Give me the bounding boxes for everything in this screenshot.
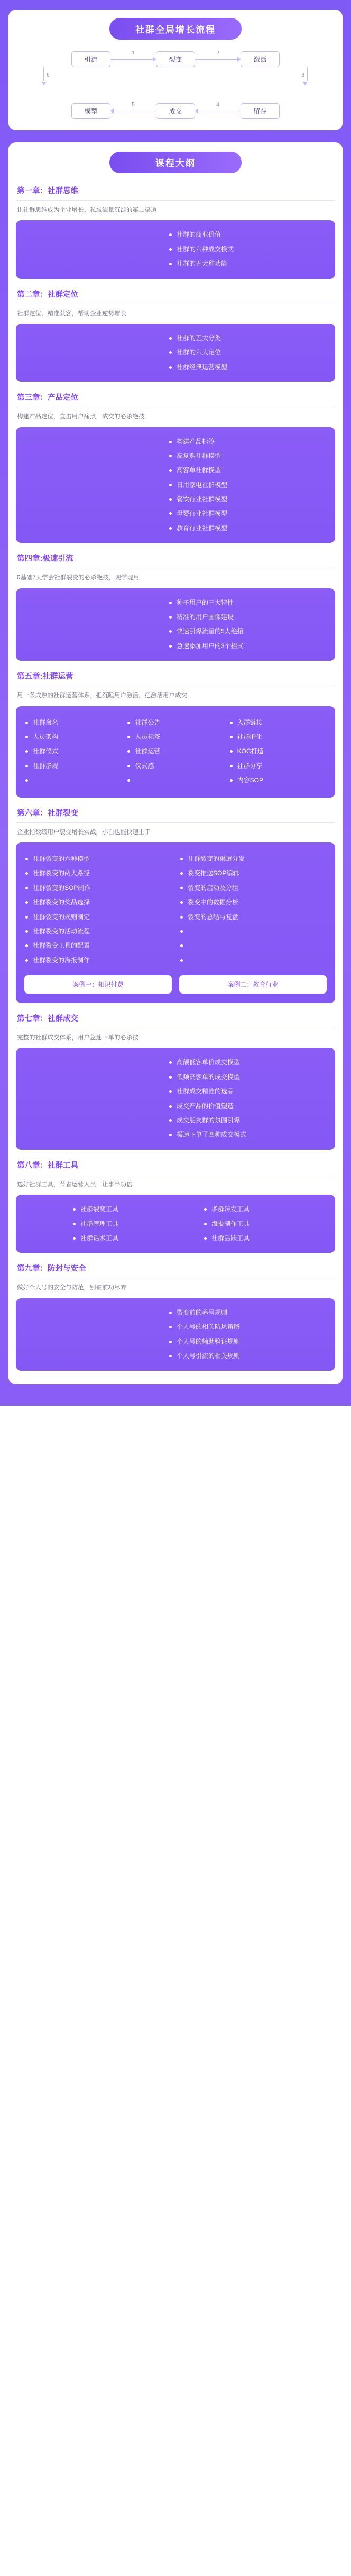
chapter-description: 企业指数级用户裂变增长实战，小白也能快速上手 — [17, 829, 151, 836]
chapter-6 — [16, 807, 335, 1004]
list-item: 社群群规 — [24, 759, 122, 773]
list-item: 内容SOP — [229, 773, 327, 788]
chapter-item-list — [168, 1055, 327, 1142]
chapter-body — [16, 324, 335, 382]
arrow-right-icon — [237, 57, 241, 62]
chapter-item-list — [168, 331, 327, 374]
list-item: 高复购社群模型 — [168, 449, 327, 463]
flow-row-top — [16, 51, 335, 67]
list-item: 裂变前的养号规则 — [168, 1306, 327, 1320]
chapter-description: 0基础7天学会社群裂变的必杀绝技，现学现用 — [17, 575, 140, 582]
chapter-4 — [16, 552, 335, 661]
chapter-title: 第三章：产品定位 — [17, 394, 78, 402]
grid-spacer — [179, 939, 327, 953]
flow-connector-5 — [110, 103, 156, 119]
list-item: 教育行业社群模型 — [168, 521, 327, 536]
list-item: 社群裂变的奖品选择 — [24, 895, 172, 910]
list-item: 社群裂变的六种模型 — [24, 852, 172, 866]
list-item: 社群仪式 — [24, 744, 122, 758]
list-item: 社群命名 — [24, 716, 122, 730]
chapter-item-grid — [24, 1202, 327, 1245]
list-item: 社群的六大定位 — [168, 345, 327, 360]
flow-connector-3-line — [307, 67, 308, 81]
list-item: 精准的用户画像建设 — [168, 610, 327, 624]
flow-connector-3-label: 3 — [301, 72, 304, 78]
case-row — [24, 975, 327, 994]
flow-connector-2 — [195, 51, 241, 67]
list-item: 社群IP化 — [229, 730, 327, 744]
chapter-7 — [16, 1013, 335, 1150]
flow-connector-1-label: 1 — [132, 50, 135, 56]
list-item: 社群运营 — [126, 744, 224, 758]
grid-spacer — [179, 953, 327, 968]
chapter-body — [16, 706, 335, 798]
chapter-item-grid — [24, 716, 327, 788]
case-item-2[interactable]: 案例二：教育行业 — [179, 975, 327, 994]
divider — [16, 822, 335, 823]
chapter-description: 社群定位，精准获客，帮助企业逆势增长 — [17, 310, 126, 317]
list-item: 社群裂变工具 — [72, 1202, 196, 1216]
list-item: 社群的六种成交模式 — [168, 242, 327, 257]
list-item: 社群裂变的SOP制作 — [24, 881, 172, 895]
chapter-3 — [16, 391, 335, 543]
flow-connector-2-label: 2 — [216, 50, 219, 56]
list-item: 社群的五大分类 — [168, 331, 327, 345]
chapter-title: 第六章：社群裂变 — [17, 809, 78, 818]
list-item: 社群管理工具 — [72, 1217, 196, 1231]
chapter-1 — [16, 185, 335, 279]
chapter-item-grid — [24, 852, 327, 968]
chapter-item-list — [168, 1306, 327, 1364]
list-item: 母婴行业社群模型 — [168, 507, 327, 521]
list-item: 社群裂变的两大路径 — [24, 866, 172, 880]
divider — [16, 200, 335, 201]
course-outline-card — [8, 142, 343, 1384]
list-item: 人员标签 — [126, 730, 224, 744]
chapter-9 — [16, 1262, 335, 1371]
list-item: 高额低客单价成交模型 — [168, 1055, 327, 1070]
flow-connector-6-label: 6 — [47, 72, 50, 78]
chapter-item-list — [168, 596, 327, 654]
chapter-body — [16, 1298, 335, 1371]
list-item: 社群的商业价值 — [168, 228, 327, 242]
list-item: 人员架构 — [24, 730, 122, 744]
grid-spacer — [179, 924, 327, 939]
chapter-title: 第五章:社群运营 — [17, 672, 73, 681]
flow-node-moxing[interactable]: 模型 — [71, 103, 110, 119]
arrow-left-icon — [195, 108, 198, 114]
grid-spacer — [24, 773, 122, 788]
flow-node-liucun[interactable]: 留存 — [241, 103, 280, 119]
arrow-down-icon — [302, 82, 308, 85]
list-item: 社群经典运营模型 — [168, 360, 327, 374]
list-item: 社群裂变工具的配置 — [24, 939, 172, 953]
flow-connector-6-line — [43, 67, 44, 81]
chapter-body — [16, 427, 335, 544]
list-item: 急速添加用户的3个招式 — [168, 639, 327, 653]
arrow-up-icon — [41, 82, 47, 85]
list-item: KOC打造 — [229, 744, 327, 758]
list-item: 社群活跃工具 — [203, 1231, 327, 1245]
chapter-body — [16, 588, 335, 661]
chapter-description: 做好个人号的安全与防范，别被前功尽弃 — [17, 1285, 126, 1291]
chapter-title: 第七章：社群成交 — [17, 1015, 78, 1024]
case-item-1[interactable]: 案例一：知识付费 — [24, 975, 172, 994]
list-item: 高客单社群模型 — [168, 463, 327, 477]
list-item: 种子用户的三大特性 — [168, 596, 327, 610]
list-item: 个人号引流的相关规则 — [168, 1349, 327, 1363]
chapter-8 — [16, 1159, 335, 1253]
chapter-2 — [16, 288, 335, 382]
flow-connector-2-line — [195, 59, 241, 60]
list-item: 社群成交精准的选品 — [168, 1084, 327, 1099]
chapter-body — [16, 220, 335, 278]
list-item: 入群链接 — [229, 716, 327, 730]
list-item: 构建产品标签 — [168, 435, 327, 449]
flow-diagram-card — [8, 10, 343, 130]
grid-spacer — [126, 773, 224, 788]
chapter-5 — [16, 670, 335, 797]
flow-connector-4 — [195, 103, 241, 119]
chapter-body — [16, 1048, 335, 1149]
list-item: 社群裂变的渠道分发 — [179, 852, 327, 866]
flow-connector-1-line — [110, 59, 156, 60]
chapter-description: 构建产品定位，直击用户痛点，成交的必杀绝技 — [17, 414, 145, 420]
flow-node-liebian[interactable]: 裂变 — [156, 51, 195, 67]
list-item: 海报制作工具 — [203, 1217, 327, 1231]
list-item: 社群分享 — [229, 759, 327, 773]
arrow-right-icon — [153, 57, 156, 62]
flow-connector-4-label: 4 — [216, 102, 219, 108]
flow-node-chengjiao[interactable]: 成交 — [156, 103, 195, 119]
list-item: 低频高客单的成交模型 — [168, 1070, 327, 1084]
chapter-title: 第四章:极速引流 — [17, 555, 73, 564]
list-item: 裂变推送SOP编辑 — [179, 866, 327, 880]
list-item: 裂变的总结与复盘 — [179, 910, 327, 924]
list-item: 社群裂变的活动流程 — [24, 924, 172, 939]
chapter-description: 用一条成熟的社群运营体系，把沉睡用户激活，把激活用户成交 — [17, 692, 187, 699]
flow-node-liuliang[interactable]: 引流 — [71, 51, 110, 67]
chapter-item-list — [168, 435, 327, 536]
chapter-title: 第二章：社群定位 — [17, 290, 78, 299]
flow-node-jihuo[interactable]: 激活 — [241, 51, 280, 67]
list-item: 社群公告 — [126, 716, 224, 730]
list-item: 社群话术工具 — [72, 1231, 196, 1245]
list-item: 社群裂变的规则制定 — [24, 910, 172, 924]
list-item: 成交产品的价值塑造 — [168, 1099, 327, 1113]
chapter-body — [16, 842, 335, 1003]
chapter-body — [16, 1195, 335, 1253]
chapter-item-list — [168, 228, 327, 271]
list-item: 社群裂变的海报制作 — [24, 953, 172, 968]
flow-vertical-connectors — [16, 67, 335, 85]
chapter-title: 第八章：社群工具 — [17, 1161, 78, 1170]
chapter-title: 第一章：社群思维 — [17, 187, 78, 195]
list-item: 多群转发工具 — [203, 1202, 327, 1216]
list-item: 餐饮行业社群模型 — [168, 492, 327, 507]
list-item: 快速引爆流量的5大绝招 — [168, 624, 327, 639]
chapter-description: 选好社群工具，节省运营人员，让事半功倍 — [17, 1181, 133, 1188]
flow-row-bottom — [16, 103, 335, 119]
outline-title: 课程大纲 — [109, 152, 242, 173]
list-item: 极速下单了四种成交模式 — [168, 1128, 327, 1142]
chapter-description: 完整的社群成交体系，用户急速下单的必杀技 — [17, 1035, 138, 1042]
list-item: 成交朋友群的氛围引爆 — [168, 1113, 327, 1128]
list-item: 日用家电社群模型 — [168, 478, 327, 492]
chapter-title: 第九章：防封与安全 — [17, 1264, 86, 1273]
list-item: 仪式感 — [126, 759, 224, 773]
list-item: 社群的五大种功能 — [168, 257, 327, 271]
list-item: 个人号的相关防风策略 — [168, 1320, 327, 1334]
list-item: 个人号的辅助验证规则 — [168, 1335, 327, 1349]
flow-connector-1 — [110, 51, 156, 67]
flow-title: 社群全局增长流程 — [109, 18, 242, 40]
chapter-description: 让社群思维成为企业增长、私域流量沉淀的第二渠道 — [17, 207, 157, 213]
list-item: 裂变中的数据分析 — [179, 895, 327, 910]
arrow-left-icon — [110, 108, 114, 114]
flow-connector-5-label: 5 — [132, 102, 135, 108]
list-item: 裂变的启动及分组 — [179, 881, 327, 895]
